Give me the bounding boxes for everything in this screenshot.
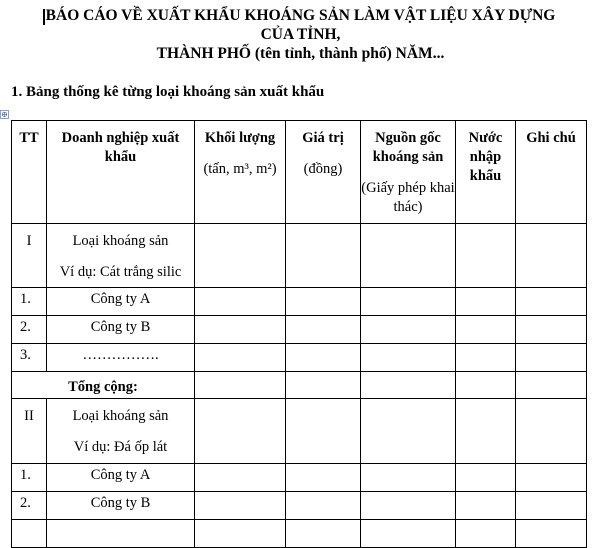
- row-tt: 3.: [12, 344, 47, 372]
- row-enterprise: …………….: [47, 344, 195, 372]
- header-origin-note: (Giấy phép khai thác): [361, 180, 455, 215]
- cell-volume[interactable]: [195, 399, 286, 464]
- header-value: [286, 121, 361, 224]
- header-origin-label: Nguồn gốc khoáng sản: [372, 130, 444, 165]
- group-example: Ví dụ: Cát trắng silic: [59, 264, 182, 280]
- cell-origin[interactable]: [361, 316, 456, 344]
- cell-notes[interactable]: [516, 372, 587, 399]
- cell-origin[interactable]: [361, 464, 456, 492]
- cell-origin[interactable]: [361, 224, 456, 288]
- cell-origin[interactable]: [361, 492, 456, 520]
- cell-notes[interactable]: [516, 288, 587, 316]
- header-row: [12, 121, 587, 224]
- row-enterprise: Công ty A: [47, 464, 195, 492]
- cell-volume[interactable]: [195, 224, 286, 288]
- group-label: [47, 399, 195, 464]
- cell-origin[interactable]: [361, 372, 456, 399]
- row-tt: 1.: [12, 464, 47, 492]
- cell-origin[interactable]: [361, 344, 456, 372]
- header-enterprise: Doanh nghiệp xuất khẩu: [47, 121, 195, 224]
- table-move-handle-icon[interactable]: ⊕: [1, 110, 8, 119]
- table-row: [12, 464, 587, 492]
- cell-notes[interactable]: [516, 492, 587, 520]
- cell-origin[interactable]: [361, 288, 456, 316]
- cell-volume[interactable]: [195, 464, 286, 492]
- text-caret: [43, 9, 45, 25]
- export-stats-table: [11, 120, 587, 548]
- cell-value[interactable]: [286, 399, 361, 464]
- title-line-2: CỦA TỈNH,: [260, 26, 341, 43]
- cell-value[interactable]: [286, 372, 361, 399]
- cell-value[interactable]: [286, 288, 361, 316]
- header-origin: [361, 121, 456, 224]
- group-example: Ví dụ: Đá ốp lát: [73, 439, 168, 455]
- title-line-1: BÁO CÁO VỀ XUẤT KHẨU KHOÁNG SẢN LÀM VẬT LIỆU XÂY DỰNG: [45, 7, 556, 24]
- cell-import-country[interactable]: [456, 288, 516, 316]
- cell-notes[interactable]: [516, 344, 587, 372]
- cell-import-country[interactable]: [456, 372, 516, 399]
- header-volume-unit: (tấn, m³, m²): [203, 161, 277, 177]
- header-volume-label: Khối lượng: [204, 130, 276, 146]
- total-label: Tổng cộng:: [12, 372, 195, 399]
- table-row-group-2: [12, 399, 587, 464]
- group-label: [47, 224, 195, 288]
- cell-origin[interactable]: [361, 399, 456, 464]
- table-row: [12, 492, 587, 520]
- cell-import-country[interactable]: [456, 344, 516, 372]
- cell-value[interactable]: [286, 344, 361, 372]
- title-line-3: THÀNH PHỐ (tên tỉnh, thành phố) NĂM...: [156, 45, 445, 62]
- group-label-text: Loại khoáng sản: [72, 233, 169, 249]
- group-label-text: Loại khoáng sản: [72, 408, 169, 424]
- cell-value[interactable]: [286, 492, 361, 520]
- group-tt: II: [12, 399, 47, 464]
- cell-volume[interactable]: [195, 492, 286, 520]
- row-enterprise: Công ty B: [47, 316, 195, 344]
- cell-import-country[interactable]: [456, 399, 516, 464]
- header-value-unit: (đồng): [303, 161, 343, 177]
- row-enterprise: Công ty B: [47, 492, 195, 520]
- cell-import-country[interactable]: [456, 316, 516, 344]
- cell-import-country[interactable]: [456, 224, 516, 288]
- cell-volume[interactable]: [195, 288, 286, 316]
- header-tt: TT: [12, 121, 47, 224]
- cell-value[interactable]: [286, 316, 361, 344]
- header-import-country: Nước nhập khẩu: [456, 121, 516, 224]
- cell-value[interactable]: [286, 224, 361, 288]
- row-tt: 2.: [12, 316, 47, 344]
- cell-notes[interactable]: [516, 316, 587, 344]
- cell-notes[interactable]: [516, 224, 587, 288]
- header-volume: [195, 121, 286, 224]
- group-tt: I: [12, 224, 47, 288]
- report-title: [0, 6, 601, 63]
- table-row: [12, 288, 587, 316]
- cell-volume[interactable]: [195, 344, 286, 372]
- row-tt: 2.: [12, 492, 47, 520]
- cell-notes[interactable]: [516, 464, 587, 492]
- row-tt: 1.: [12, 288, 47, 316]
- table-row: [12, 316, 587, 344]
- cell-value[interactable]: [286, 464, 361, 492]
- cell-notes[interactable]: [516, 399, 587, 464]
- cell-import-country[interactable]: [456, 492, 516, 520]
- cell-volume[interactable]: [195, 372, 286, 399]
- section-heading: 1. Bảng thống kê từng loại khoáng sản xuất khẩu: [11, 84, 325, 100]
- header-notes: Ghi chú: [516, 121, 587, 224]
- table-row-group-1: [12, 224, 587, 288]
- table-row: [12, 344, 587, 372]
- cell-volume[interactable]: [195, 316, 286, 344]
- cell-import-country[interactable]: [456, 464, 516, 492]
- row-enterprise: Công ty A: [47, 288, 195, 316]
- total-row: [12, 372, 587, 399]
- header-value-label: Giá trị: [302, 130, 344, 146]
